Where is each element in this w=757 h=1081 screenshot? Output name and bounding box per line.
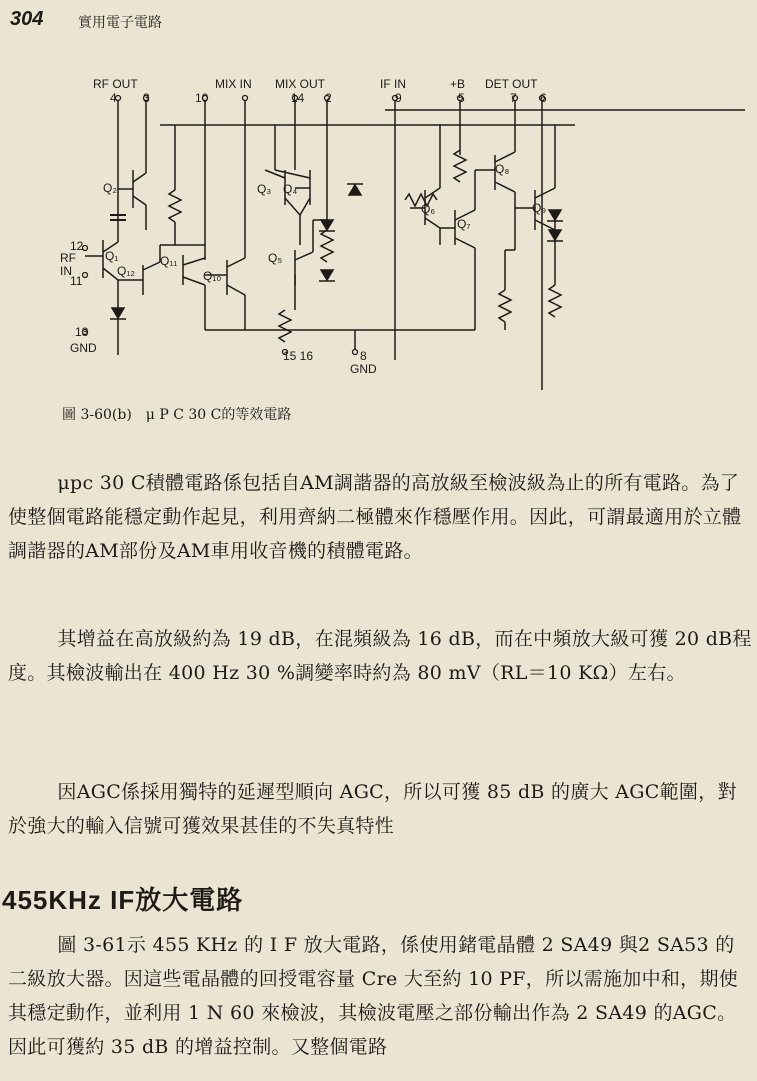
pin-label-detout: DET OUT bbox=[485, 77, 538, 91]
transistor-label-q1: Q₁ bbox=[105, 249, 119, 263]
pin-label-mixin: MIX IN bbox=[215, 77, 252, 91]
transistor-label-q6: Q₆ bbox=[421, 202, 436, 216]
transistor-label-q2: Q₂ bbox=[103, 181, 117, 195]
pin-label-ifin: IF IN bbox=[380, 77, 406, 91]
pin-label-gnd-2: GND bbox=[350, 362, 377, 376]
transistor-label-q5: Q₅ bbox=[268, 251, 283, 265]
paragraph-2-text: 其增益在高放級約為 19 dB，在混頻級為 16 dB，而在中頻放大級可獲 20 dB程度。其檢波輸出在 400 Hz 30 %調變率時約為 80 mV（RL＝10 KΩ）左右。 bbox=[8, 628, 752, 684]
paragraph-2 bbox=[8, 622, 752, 690]
pin-label-rfout: RF OUT bbox=[93, 77, 138, 91]
pin-number-9: 9 bbox=[395, 91, 402, 105]
transistor-label-q8: Q₈ bbox=[495, 162, 510, 176]
circuit-schematic bbox=[55, 70, 755, 400]
pin-number-3: 3 bbox=[143, 91, 150, 105]
pin-label-gnd-1: GND bbox=[70, 341, 97, 355]
pin-number-13: 13 bbox=[75, 325, 89, 339]
page-number: 304 bbox=[10, 8, 44, 30]
schematic-svg bbox=[55, 70, 755, 400]
paragraph-1-text: μpc 30 C積體電路係包括自AM調諧器的高放級至檢波級為止的所有電路。為了使整個電路能穩定動作起見，利用齊納二極體來作穩壓作用。因此，可謂最適用於立體調諧器的AM部份及AM車用收音機的積體電路。 bbox=[8, 472, 742, 562]
transistor-label-q7: Q₇ bbox=[457, 217, 471, 231]
pin-label-plusb: +B bbox=[450, 77, 466, 91]
paragraph-1 bbox=[8, 466, 752, 568]
figure-caption: 圖 3-60(b) μ P C 30 C的等效電路 bbox=[62, 407, 292, 423]
paragraph-3 bbox=[8, 775, 752, 843]
pin-number-5: 5 bbox=[458, 91, 465, 105]
pin-number-10: 10 bbox=[195, 91, 209, 105]
pin-number-7: 7 bbox=[510, 91, 517, 105]
section-title: 455KHz IF放大電路 bbox=[2, 885, 244, 915]
pin-label-rf: RF bbox=[60, 251, 76, 265]
pin-number-8: 8 bbox=[360, 349, 367, 363]
transistor-label-q11: Q₁₁ bbox=[160, 254, 178, 268]
transistor-label-q3: Q₃ bbox=[257, 182, 272, 196]
pin-number-4: 4 bbox=[110, 91, 117, 105]
transistor-label-q12: Q₁₂ bbox=[117, 264, 136, 278]
pin-number-12: 12 bbox=[70, 239, 84, 253]
paragraph-3-text: 因AGC係採用獨特的延遲型順向 AGC，所以可獲 85 dB 的廣大 AGC範圍，對於強大的輸入信號可獲效果甚佳的不失真特性 bbox=[8, 781, 737, 837]
pin-number-14: 14 bbox=[291, 91, 305, 105]
pin-label-mixout: MIX OUT bbox=[275, 77, 325, 91]
transistor-label-q4: Q₄ bbox=[283, 182, 298, 196]
paragraph-4 bbox=[8, 928, 752, 1064]
pin-label-in: IN bbox=[60, 264, 72, 278]
pin-number-2: 2 bbox=[325, 91, 332, 105]
running-title: 實用電子電路 bbox=[78, 15, 162, 31]
pin-number-11: 11 bbox=[70, 274, 83, 288]
transistor-label-q9: Q₉ bbox=[532, 201, 547, 215]
pin-number-15-16: 15 16 bbox=[283, 349, 314, 363]
transistor-label-q10: Q₁₀ bbox=[203, 269, 222, 283]
paragraph-4-text: 圖 3-61示 455 KHz 的 I F 放大電路，係使用鍺電晶體 2 SA49 與2 SA53 的二級放大器。因這些電晶體的回授電容量 Cre 大至約 10 PF，所以需施加中和，期使其穩定動作，並利用 1 N 60 來檢波，其檢波電壓之部份輸出作為 2 SA49 的AGC。因此可獲約 35 dB 的增益控制。又整個電路 bbox=[8, 934, 739, 1058]
pin-number-6: 6 bbox=[540, 91, 547, 105]
